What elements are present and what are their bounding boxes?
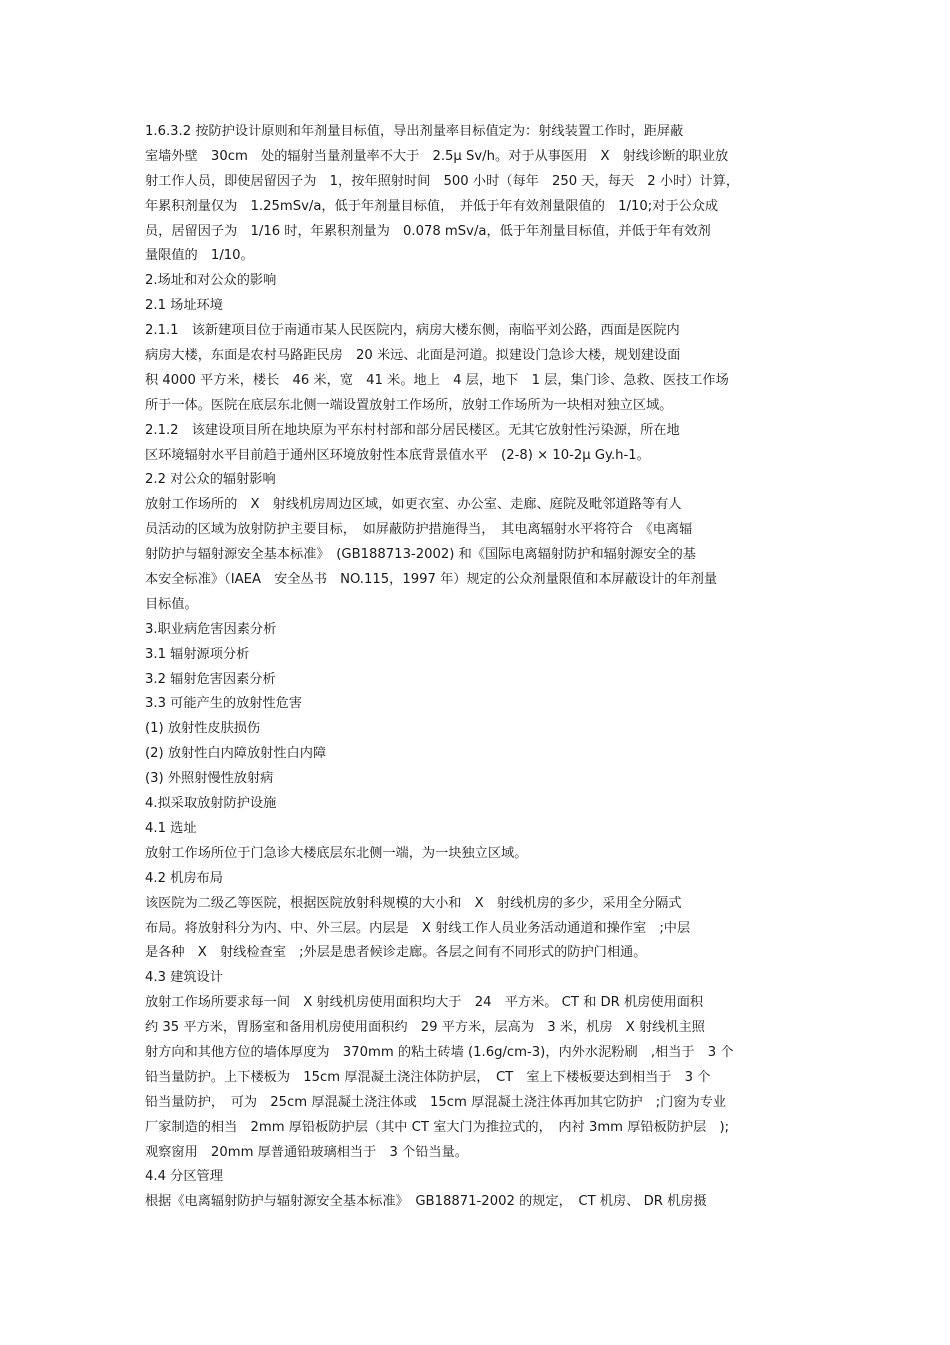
text-line: 员活动的区域为放射防护主要目标， 如屏蔽防护措施得当， 其电离辐射水平将符合 《电离辐 xyxy=(145,522,693,538)
text-line: 3.1 辐射源项分析 xyxy=(145,646,250,662)
text-line: 区环境辐射水平目前趋于通州区环境放射性本底背景值水平 (2-8) × 10-2μ Gy.h-1。 xyxy=(145,447,650,463)
text-line: 年累积剂量仅为 1.25mSv/a，低于年剂量目标值， 并低于年有效剂量限值的 1/10;对于公众成 xyxy=(145,198,719,214)
paragraph xyxy=(145,319,810,419)
text-line: 铅当量防护， 可为 25cm 厚混凝土浇注体或 15cm 厚混凝土浇注体再加其它防护 ;门窗为专业 xyxy=(145,1094,727,1110)
text-line: (1) 放射性皮肤损伤 xyxy=(145,721,261,737)
text-line: (2) 放射性白内障放射性白内障 xyxy=(145,746,327,762)
text-line: 4.4 分区管理 xyxy=(145,1169,223,1185)
text-line: 4.3 建筑设计 xyxy=(145,970,223,986)
text-block xyxy=(145,618,810,643)
text-line: 病房大楼，东面是农村马路距民房 20 米远、北面是河道。拟建设门急诊大楼，规划建设面 xyxy=(145,348,681,364)
text-line: 员，居留因子为 1/16 时，年累积剂量为 0.078 mSv/a，低于年剂量目标值，并低于年有效剂 xyxy=(145,223,711,239)
text-line: 量限值的 1/10。 xyxy=(145,248,254,264)
text-block xyxy=(145,643,810,668)
paragraph xyxy=(145,991,810,1165)
text-line: 室墙外壁 30cm 处的辐射当量剂量率不大于 2.5μ Sv/h。对于从事医用 X 射线诊断的职业放 xyxy=(145,148,729,164)
paragraph xyxy=(145,493,810,617)
document-body xyxy=(145,120,810,1215)
text-block xyxy=(145,294,810,319)
text-block xyxy=(145,1190,810,1215)
text-line: 放射工作场所的 X 射线机房周边区域，如更衣室、办公室、走廊、庭院及毗邻道路等有人 xyxy=(145,497,682,513)
text-block xyxy=(145,692,810,717)
paragraph xyxy=(145,892,810,967)
text-line: 目标值。 xyxy=(145,596,198,612)
text-line: 4.拟采取放射防护设施 xyxy=(145,796,277,812)
text-block xyxy=(145,817,810,842)
text-line: 是各种 X 射线检查室 ;外层是患者候诊走廊。各层之间有不同形式的防护门相通。 xyxy=(145,945,647,961)
text-line: 该医院为二级乙等医院，根据医院放射科规模的大小和 X 射线机房的多少，采用全分隔式 xyxy=(145,895,682,911)
text-block xyxy=(145,966,810,991)
text-line: 3.2 辐射危害因素分析 xyxy=(145,671,276,687)
text-line: 2.1.2 该建设项目所在地块原为平东村村部和部分居民楼区。无其它放射性污染源，所在地 xyxy=(145,422,680,438)
text-line: 2.2 对公众的辐射影响 xyxy=(145,472,276,488)
text-line: 积 4000 平方米，楼长 46 米，宽 41 米。地上 4 层，地下 1 层，集门诊、急救、医技工作场 xyxy=(145,372,729,388)
text-block xyxy=(145,792,810,817)
text-line: 铅当量防护。上下楼板为 15cm 厚混凝土浇注体防护层， CT 室上下楼板要达到相当于 3 个 xyxy=(145,1069,711,1085)
text-line: 厂家制造的相当 2mm 厚铅板防护层（其中 CT 室大门为推拉式的， 内衬 3mm 厚铅板防护层 ); xyxy=(145,1119,730,1135)
text-block xyxy=(145,767,810,792)
text-line: 3.职业病危害因素分析 xyxy=(145,621,277,637)
text-block xyxy=(145,468,810,493)
text-block xyxy=(145,842,810,867)
text-line: 1.6.3.2 按防护设计原则和年剂量目标值，导出剂量率目标值定为：射线装置工作时，距屏蔽 xyxy=(145,124,684,139)
text-block xyxy=(145,1165,810,1190)
text-line: 放射工作场所位于门急诊大楼底层东北侧一端，为一块独立区域。 xyxy=(145,845,528,861)
text-block xyxy=(145,668,810,693)
text-line: 2.场址和对公众的影响 xyxy=(145,273,277,289)
text-line: 射工作人员，即使居留因子为 1，按年照射时间 500 小时（每年 250 天，每天 2 小时）计算， xyxy=(145,173,740,189)
text-line: 4.2 机房布局 xyxy=(145,870,223,886)
text-block xyxy=(145,867,810,892)
text-line: 射方向和其他方位的墙体厚度为 370mm 的粘土砖墙 (1.6g/cm-3)，内外水泥粉刷 ,相当于 3 个 xyxy=(145,1044,734,1060)
text-line: 观察窗用 20mm 厚普通铅玻璃相当于 3 个铅当量。 xyxy=(145,1144,468,1160)
paragraph xyxy=(145,419,810,469)
paragraph xyxy=(145,120,810,269)
text-line: 4.1 选址 xyxy=(145,820,197,836)
text-block xyxy=(145,717,810,742)
text-block xyxy=(145,742,810,767)
text-line: 2.1 场址环境 xyxy=(145,298,223,314)
text-line: 约 35 平方米，胃肠室和备用机房使用面积约 29 平方米，层高为 3 米，机房 X 射线机主照 xyxy=(145,1020,705,1036)
text-line: 放射工作场所要求每一间 X 射线机房使用面积均大于 24 平方米。 CT 和 DR 机房使用面积 xyxy=(145,995,704,1011)
text-block xyxy=(145,269,810,294)
text-line: 根据《电离辐射防护与辐射源安全基本标准》 GB18871-2002 的规定， CT 机房、 DR 机房摄 xyxy=(145,1194,707,1210)
text-line: (3) 外照射慢性放射病 xyxy=(145,771,274,787)
text-line: 2.1.1 该新建项目位于南通市某人民医院内，病房大楼东侧，南临平刘公路，西面是医院内 xyxy=(145,323,680,339)
text-line: 本安全标准》（IAEA 安全丛书 NO.115，1997 年）规定的公众剂量限值和本屏蔽设计的年剂量 xyxy=(145,572,718,588)
text-line: 所于一体。医院在底层东北侧一端设置放射工作场所，放射工作场所为一块相对独立区域。 xyxy=(145,397,673,413)
text-line: 射防护与辐射源安全基本标准》 (GB188713-2002) 和《国际电离辐射防护和辐射源安全的基 xyxy=(145,547,696,563)
text-line: 布局。将放射科分为内、中、外三层。内层是 X 射线工作人员业务活动通道和操作室 ;中层 xyxy=(145,920,691,936)
text-line: 3.3 可能产生的放射性危害 xyxy=(145,696,303,712)
